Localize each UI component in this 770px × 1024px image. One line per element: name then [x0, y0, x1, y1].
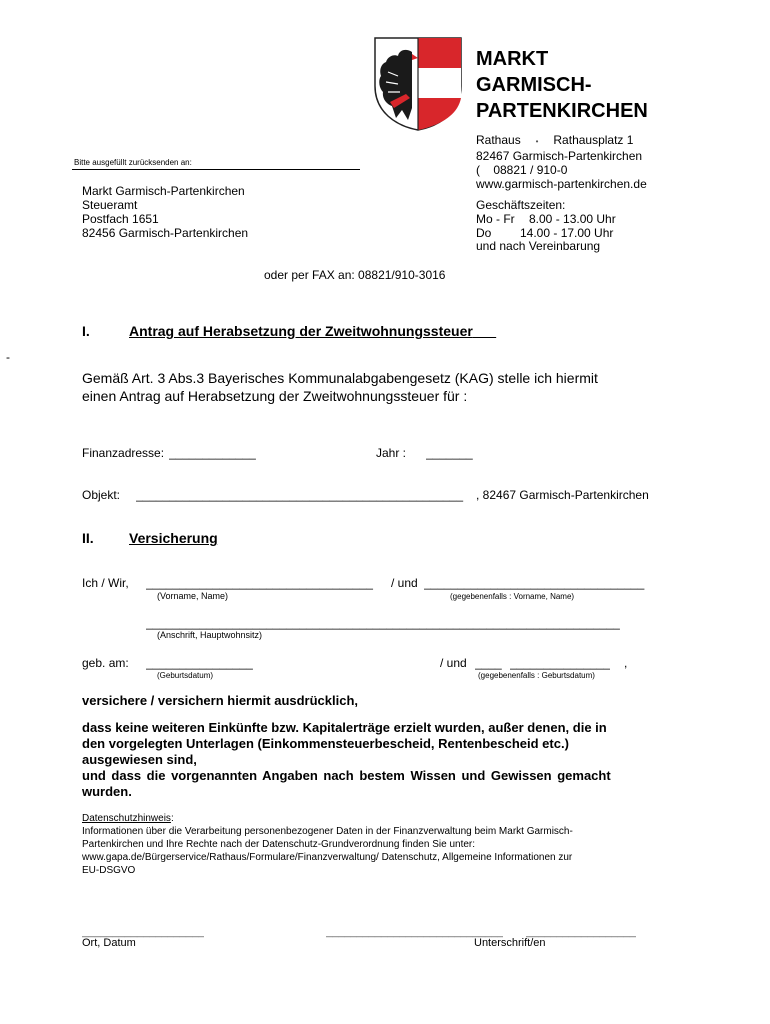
section1-intro — [82, 369, 598, 405]
recipient-address — [82, 184, 248, 240]
objekt-suffix: , 82467 Garmisch-Partenkirchen — [476, 488, 649, 502]
recipient-line: Postfach 1651 — [82, 212, 159, 226]
recipient-line: Markt Garmisch-Partenkirchen — [82, 184, 245, 198]
finanzadresse-label: Finanzadresse: — [82, 446, 165, 460]
jahr-label: Jahr : — [376, 446, 407, 460]
phone-line: ( 08821 / 910-0 — [476, 163, 568, 177]
hours-row — [476, 212, 766, 226]
jahr-field[interactable]: _______ — [426, 446, 473, 460]
hours-title: Geschäftszeiten: — [476, 198, 566, 212]
address-hint: (Anschrift, Hauptwohnsitz) — [157, 630, 263, 640]
geb2-hint: (gegebenenfalls : Geburtsdatum) — [478, 671, 595, 680]
title-line: PARTENKIRCHEN — [476, 100, 648, 122]
place-date-label: Ort, Datum — [82, 937, 136, 949]
privacy-line: www.gapa.de/Bürgerservice/Rathaus/Formulare/Finanzverwaltung/ Datenschutz, Allgemeine Informationen zur — [82, 852, 573, 863]
privacy-note — [82, 812, 682, 877]
return-divider — [72, 169, 360, 170]
geb2-comma: , — [624, 656, 628, 670]
header-address — [476, 133, 766, 253]
section2-number: II. — [82, 530, 94, 546]
name2-field[interactable]: _________________________________ — [424, 576, 645, 590]
ich-label: Ich / Wir, — [82, 576, 129, 590]
hours-row — [476, 226, 766, 240]
geb-field[interactable]: ________________ — [146, 656, 253, 670]
signature-field-b[interactable]: __________________ — [526, 926, 637, 938]
name-hint: (Vorname, Name) — [157, 591, 229, 601]
name-field[interactable]: __________________________________ — [146, 576, 373, 590]
privacy-colon: : — [170, 813, 174, 824]
section1-title — [129, 323, 496, 339]
privacy-line: EU-DSGVO — [82, 865, 136, 876]
hours-day: Mo - Fr — [476, 212, 515, 226]
recipient-line: Steueramt — [82, 198, 138, 212]
fax-line: oder per FAX an: 08821/910-3016 — [264, 268, 446, 282]
hours-note: und nach Vereinbarung — [476, 239, 601, 253]
privacy-line: Informationen über die Verarbeitung personenbezogener Daten in der Finanzverwaltung beim Markt Garmisch- — [82, 826, 573, 837]
recipient-line: 82456 Garmisch-Partenkirchen — [82, 226, 249, 240]
bullet-icon: • — [535, 137, 539, 146]
rathaus-street: Rathausplatz 1 — [553, 133, 634, 147]
section2-title: Versicherung — [129, 530, 218, 546]
assurance-text — [82, 720, 642, 800]
signature-label: Unterschrift/en — [474, 937, 546, 949]
intro-line: Gemäß Art. 3 Abs.3 Bayerisches Kommunalabgabengesetz (KAG) stelle ich hiermit — [82, 370, 598, 386]
assurance-line: und dass die vorgenannten Angaben nach bestem Wissen und Gewissen gemacht — [82, 768, 611, 783]
municipality-title — [476, 46, 648, 124]
section1-number: I. — [82, 323, 90, 339]
geb-label: geb. am: — [82, 656, 129, 670]
assurance-heading: versichere / versichern hiermit ausdrücklich, — [82, 693, 359, 708]
assurance-line: dass keine weiteren Einkünfte bzw. Kapitalerträge erzielt wurden, außer denen, die in — [82, 720, 607, 735]
title-line: MARKT — [476, 48, 549, 70]
hours-day: Do — [476, 226, 492, 240]
return-label: Bitte ausgefüllt zurücksenden an: — [74, 158, 192, 167]
objekt-label: Objekt: — [82, 488, 121, 502]
place-date-field[interactable]: ____________________ — [82, 926, 205, 938]
website-line: www.garmisch-partenkirchen.de — [476, 177, 647, 191]
und-label: / und — [391, 576, 418, 590]
address-line: 82467 Garmisch-Partenkirchen — [476, 149, 643, 163]
privacy-heading: Datenschutzhinweis — [82, 813, 171, 824]
geb-hint: (Geburtsdatum) — [157, 671, 214, 680]
objekt-field[interactable]: _________________________________________________ — [136, 488, 464, 502]
assurance-line: wurden. — [82, 784, 132, 799]
section1-title-text: Antrag auf Herabsetzung der Zweitwohnungssteuer — [129, 323, 473, 339]
hours-time: 14.00 - 17.00 Uhr — [520, 226, 614, 240]
coat-of-arms-icon — [372, 36, 464, 132]
intro-line: einen Antrag auf Herabsetzung der Zweitwohnungssteuer für : — [82, 388, 468, 404]
rathaus-label: Rathaus — [476, 133, 521, 147]
geb2-field-b[interactable]: _______________ — [510, 656, 611, 670]
name2-hint: (gegebenenfalls : Vorname, Name) — [450, 592, 575, 601]
assurance-line: ausgewiesen sind, — [82, 752, 197, 767]
title-line: GARMISCH- — [476, 74, 592, 96]
signature-field-a[interactable]: _____________________________ — [326, 926, 504, 938]
address-field[interactable]: _______________________________________________________________________ — [146, 616, 620, 630]
privacy-line: Partenkirchen und Ihre Rechte nach der Datenschutz-Grundverordnung finden Sie unter: — [82, 839, 476, 850]
geb2-field-a[interactable]: ____ — [475, 656, 502, 670]
hours-time: 8.00 - 13.00 Uhr — [529, 212, 616, 226]
geb-und-label: / und — [440, 656, 467, 670]
assurance-line: den vorgelegten Unterlagen (Einkommensteuerbescheid, Rentenbescheid etc.) — [82, 736, 569, 751]
privacy-heading-line — [82, 812, 682, 825]
margin-mark: - — [6, 350, 10, 364]
finanzadresse-field[interactable]: _____________ — [169, 446, 256, 460]
rathaus-line — [476, 133, 766, 149]
